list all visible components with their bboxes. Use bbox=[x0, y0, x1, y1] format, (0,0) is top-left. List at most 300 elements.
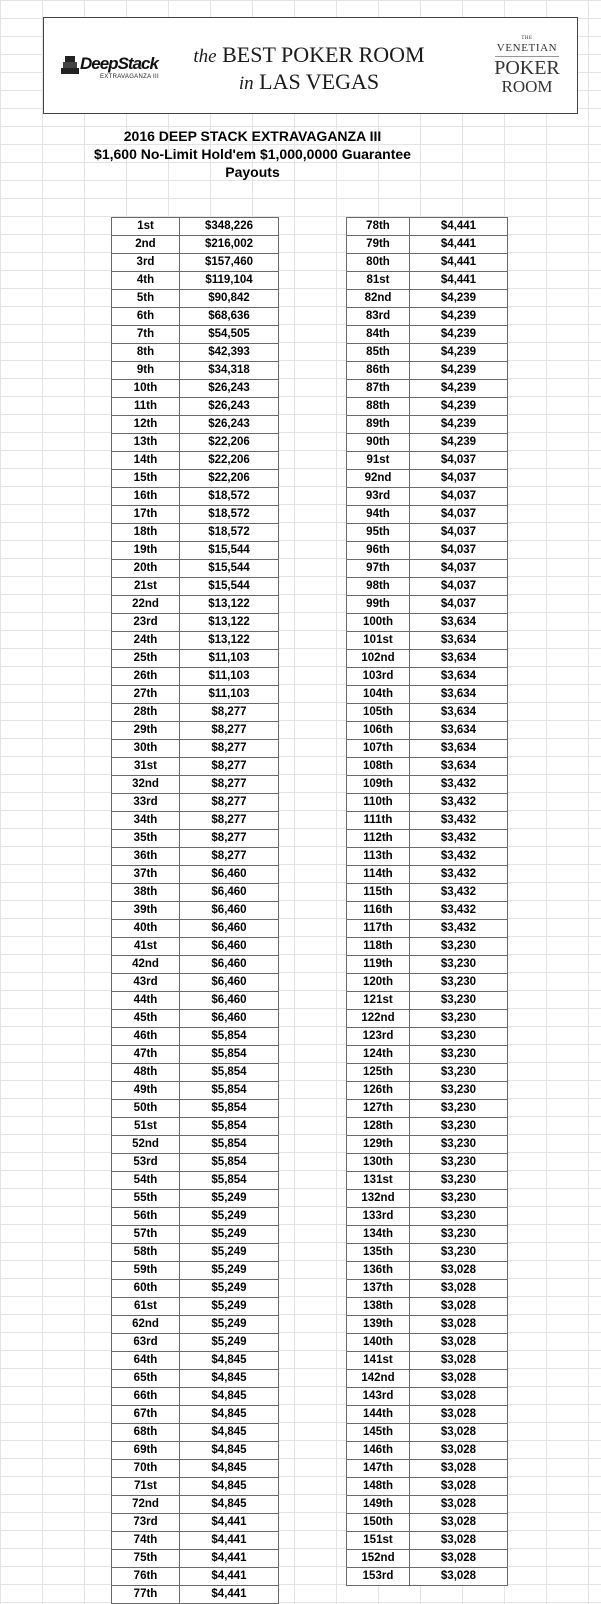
payout-amount-cell: $5,249 bbox=[180, 1226, 279, 1244]
place-cell: 45th bbox=[112, 1010, 180, 1028]
payout-amount-cell: $18,572 bbox=[180, 524, 279, 542]
payout-amount-cell: $4,845 bbox=[180, 1496, 279, 1514]
payout-amount-cell: $5,249 bbox=[180, 1280, 279, 1298]
payout-row bbox=[112, 1118, 279, 1136]
payout-amount-cell: $4,037 bbox=[410, 560, 508, 578]
payout-row bbox=[112, 1406, 279, 1424]
payout-amount-cell: $4,239 bbox=[410, 434, 508, 452]
place-cell: 44th bbox=[112, 992, 180, 1010]
payout-row bbox=[112, 326, 279, 344]
place-cell: 28th bbox=[112, 704, 180, 722]
payout-amount-cell: $26,243 bbox=[180, 416, 279, 434]
payout-amount-cell: $3,230 bbox=[410, 1136, 508, 1154]
payout-row bbox=[112, 866, 279, 884]
payout-amount-cell: $3,432 bbox=[410, 920, 508, 938]
payout-row bbox=[347, 326, 508, 344]
payout-amount-cell: $3,634 bbox=[410, 704, 508, 722]
payout-amount-cell: $4,441 bbox=[410, 272, 508, 290]
place-cell: 98th bbox=[347, 578, 410, 596]
payout-row bbox=[112, 848, 279, 866]
place-cell: 84th bbox=[347, 326, 410, 344]
payout-row bbox=[112, 1388, 279, 1406]
place-cell: 58th bbox=[112, 1244, 180, 1262]
payout-row bbox=[112, 380, 279, 398]
payout-row bbox=[347, 1046, 508, 1064]
payout-row bbox=[112, 794, 279, 812]
payout-row bbox=[347, 632, 508, 650]
place-cell: 26th bbox=[112, 668, 180, 686]
payout-row bbox=[112, 776, 279, 794]
headline-in: in bbox=[238, 73, 254, 94]
place-cell: 51st bbox=[112, 1118, 180, 1136]
place-cell: 151st bbox=[347, 1532, 410, 1550]
place-cell: 106th bbox=[347, 722, 410, 740]
payout-row bbox=[112, 434, 279, 452]
place-cell: 1st bbox=[112, 218, 180, 236]
payout-row bbox=[112, 740, 279, 758]
payout-amount-cell: $5,249 bbox=[180, 1316, 279, 1334]
place-cell: 141st bbox=[347, 1352, 410, 1370]
payout-row bbox=[112, 578, 279, 596]
payout-row bbox=[347, 1118, 508, 1136]
payout-row bbox=[347, 758, 508, 776]
payout-row bbox=[347, 398, 508, 416]
place-cell: 65th bbox=[112, 1370, 180, 1388]
payout-amount-cell: $4,239 bbox=[410, 290, 508, 308]
payout-amount-cell: $6,460 bbox=[180, 920, 279, 938]
place-cell: 145th bbox=[347, 1424, 410, 1442]
payout-row bbox=[347, 308, 508, 326]
payout-row bbox=[347, 1334, 508, 1352]
banner-headline bbox=[184, 42, 434, 96]
place-cell: 24th bbox=[112, 632, 180, 650]
payout-row bbox=[347, 290, 508, 308]
place-cell: 55th bbox=[112, 1190, 180, 1208]
place-cell: 79th bbox=[347, 236, 410, 254]
page-title: 2016 DEEP STACK EXTRAVAGANZA III bbox=[123, 128, 382, 144]
payout-row bbox=[112, 1586, 279, 1604]
payout-row bbox=[347, 650, 508, 668]
place-cell: 61st bbox=[112, 1298, 180, 1316]
payout-row bbox=[112, 254, 279, 272]
page-titles bbox=[0, 127, 505, 181]
payout-amount-cell: $4,037 bbox=[410, 578, 508, 596]
payout-amount-cell: $5,854 bbox=[180, 1082, 279, 1100]
headline-line-2 bbox=[184, 70, 434, 96]
place-cell: 53rd bbox=[112, 1154, 180, 1172]
place-cell: 143rd bbox=[347, 1388, 410, 1406]
payout-row bbox=[347, 1550, 508, 1568]
payout-amount-cell: $90,842 bbox=[180, 290, 279, 308]
payout-amount-cell: $5,854 bbox=[180, 1028, 279, 1046]
payout-amount-cell: $3,230 bbox=[410, 956, 508, 974]
payout-row bbox=[347, 524, 508, 542]
payout-amount-cell: $4,037 bbox=[410, 596, 508, 614]
place-cell: 92nd bbox=[347, 470, 410, 488]
place-cell: 148th bbox=[347, 1478, 410, 1496]
payout-amount-cell: $5,249 bbox=[180, 1334, 279, 1352]
payout-row bbox=[112, 1082, 279, 1100]
place-cell: 152nd bbox=[347, 1550, 410, 1568]
payout-row bbox=[347, 1532, 508, 1550]
payout-amount-cell: $42,393 bbox=[180, 344, 279, 362]
place-cell: 39th bbox=[112, 902, 180, 920]
payout-amount-cell: $3,230 bbox=[410, 1064, 508, 1082]
place-cell: 82nd bbox=[347, 290, 410, 308]
place-cell: 36th bbox=[112, 848, 180, 866]
payout-amount-cell: $5,854 bbox=[180, 1046, 279, 1064]
payout-row bbox=[347, 470, 508, 488]
payout-row bbox=[347, 1478, 508, 1496]
payout-amount-cell: $4,239 bbox=[410, 308, 508, 326]
payout-row bbox=[347, 1154, 508, 1172]
payout-amount-cell: $3,028 bbox=[410, 1262, 508, 1280]
payout-row bbox=[347, 1010, 508, 1028]
place-cell: 124th bbox=[347, 1046, 410, 1064]
payout-amount-cell: $22,206 bbox=[180, 470, 279, 488]
payout-row bbox=[112, 938, 279, 956]
place-cell: 86th bbox=[347, 362, 410, 380]
payout-amount-cell: $5,854 bbox=[180, 1064, 279, 1082]
payout-amount-cell: $6,460 bbox=[180, 938, 279, 956]
place-cell: 78th bbox=[347, 218, 410, 236]
place-cell: 146th bbox=[347, 1442, 410, 1460]
payout-amount-cell: $22,206 bbox=[180, 434, 279, 452]
payout-row bbox=[112, 1568, 279, 1586]
payout-row bbox=[347, 1496, 508, 1514]
place-cell: 52nd bbox=[112, 1136, 180, 1154]
place-cell: 132nd bbox=[347, 1190, 410, 1208]
place-cell: 66th bbox=[112, 1388, 180, 1406]
place-cell: 74th bbox=[112, 1532, 180, 1550]
payout-amount-cell: $3,230 bbox=[410, 1046, 508, 1064]
payout-amount-cell: $4,845 bbox=[180, 1352, 279, 1370]
payout-row bbox=[347, 884, 508, 902]
place-cell: 9th bbox=[112, 362, 180, 380]
payout-row bbox=[112, 812, 279, 830]
payout-row bbox=[347, 1568, 508, 1586]
payout-amount-cell: $3,634 bbox=[410, 668, 508, 686]
payout-amount-cell: $4,239 bbox=[410, 398, 508, 416]
payout-amount-cell: $6,460 bbox=[180, 884, 279, 902]
payout-amount-cell: $348,226 bbox=[180, 218, 279, 236]
payout-row bbox=[347, 380, 508, 398]
payout-row bbox=[112, 722, 279, 740]
place-cell: 5th bbox=[112, 290, 180, 308]
payout-amount-cell: $3,634 bbox=[410, 740, 508, 758]
payout-row bbox=[112, 1172, 279, 1190]
place-cell: 93rd bbox=[347, 488, 410, 506]
place-cell: 71st bbox=[112, 1478, 180, 1496]
payout-amount-cell: $8,277 bbox=[180, 848, 279, 866]
place-cell: 115th bbox=[347, 884, 410, 902]
payout-amount-cell: $5,249 bbox=[180, 1244, 279, 1262]
payout-row bbox=[112, 1514, 279, 1532]
payout-amount-cell: $4,845 bbox=[180, 1388, 279, 1406]
place-cell: 126th bbox=[347, 1082, 410, 1100]
payout-row bbox=[347, 776, 508, 794]
payout-amount-cell: $4,441 bbox=[180, 1586, 279, 1604]
payout-amount-cell: $3,230 bbox=[410, 938, 508, 956]
payout-row bbox=[347, 1226, 508, 1244]
payout-row bbox=[347, 1370, 508, 1388]
payout-amount-cell: $13,122 bbox=[180, 614, 279, 632]
place-cell: 37th bbox=[112, 866, 180, 884]
payout-row bbox=[112, 1010, 279, 1028]
venetian-room: ROOM bbox=[501, 77, 553, 96]
place-cell: 2nd bbox=[112, 236, 180, 254]
payout-row bbox=[347, 686, 508, 704]
payout-row bbox=[112, 1334, 279, 1352]
place-cell: 17th bbox=[112, 506, 180, 524]
payout-row bbox=[112, 290, 279, 308]
place-cell: 63rd bbox=[112, 1334, 180, 1352]
payout-amount-cell: $3,634 bbox=[410, 722, 508, 740]
payout-row bbox=[347, 902, 508, 920]
payout-row bbox=[347, 542, 508, 560]
place-cell: 104th bbox=[347, 686, 410, 704]
place-cell: 123rd bbox=[347, 1028, 410, 1046]
venetian-the: THE bbox=[521, 36, 533, 41]
place-cell: 48th bbox=[112, 1064, 180, 1082]
section-title: Payouts bbox=[225, 164, 280, 180]
payout-amount-cell: $4,845 bbox=[180, 1460, 279, 1478]
payout-amount-cell: $4,845 bbox=[180, 1478, 279, 1496]
payout-row bbox=[112, 1208, 279, 1226]
headline-the: the bbox=[193, 46, 217, 67]
place-cell: 12th bbox=[112, 416, 180, 434]
deepstack-logo bbox=[60, 52, 168, 92]
payout-row bbox=[347, 1280, 508, 1298]
place-cell: 134th bbox=[347, 1226, 410, 1244]
payout-row bbox=[112, 452, 279, 470]
payout-amount-cell: $15,544 bbox=[180, 560, 279, 578]
payout-row bbox=[347, 1352, 508, 1370]
payout-row bbox=[112, 1028, 279, 1046]
payout-row bbox=[112, 1046, 279, 1064]
payout-amount-cell: $4,441 bbox=[410, 254, 508, 272]
place-cell: 38th bbox=[112, 884, 180, 902]
payout-amount-cell: $3,028 bbox=[410, 1388, 508, 1406]
payout-row bbox=[347, 1424, 508, 1442]
deepstack-wordmark: DeepStack bbox=[80, 54, 158, 73]
payout-amount-cell: $3,028 bbox=[410, 1460, 508, 1478]
payout-row bbox=[112, 308, 279, 326]
place-cell: 136th bbox=[347, 1262, 410, 1280]
place-cell: 69th bbox=[112, 1442, 180, 1460]
payout-row bbox=[112, 974, 279, 992]
payout-amount-cell: $4,441 bbox=[180, 1550, 279, 1568]
payout-row bbox=[347, 560, 508, 578]
payout-amount-cell: $8,277 bbox=[180, 758, 279, 776]
place-cell: 6th bbox=[112, 308, 180, 326]
payout-amount-cell: $3,028 bbox=[410, 1352, 508, 1370]
payout-row bbox=[347, 1136, 508, 1154]
place-cell: 129th bbox=[347, 1136, 410, 1154]
payout-amount-cell: $3,230 bbox=[410, 1100, 508, 1118]
payout-amount-cell: $3,432 bbox=[410, 812, 508, 830]
place-cell: 85th bbox=[347, 344, 410, 362]
payout-amount-cell: $3,230 bbox=[410, 1226, 508, 1244]
payout-row bbox=[112, 902, 279, 920]
place-cell: 120th bbox=[347, 974, 410, 992]
payout-amount-cell: $4,441 bbox=[410, 236, 508, 254]
payout-row bbox=[112, 1262, 279, 1280]
payout-amount-cell: $3,230 bbox=[410, 1244, 508, 1262]
place-cell: 21st bbox=[112, 578, 180, 596]
place-cell: 49th bbox=[112, 1082, 180, 1100]
place-cell: 137th bbox=[347, 1280, 410, 1298]
place-cell: 108th bbox=[347, 758, 410, 776]
payout-row bbox=[112, 632, 279, 650]
place-cell: 118th bbox=[347, 938, 410, 956]
payouts-table-right bbox=[346, 217, 508, 1586]
venetian-name: VENETIAN bbox=[496, 42, 558, 54]
payout-amount-cell: $4,037 bbox=[410, 488, 508, 506]
payout-amount-cell: $3,634 bbox=[410, 686, 508, 704]
place-cell: 81st bbox=[347, 272, 410, 290]
payout-row bbox=[347, 272, 508, 290]
place-cell: 122nd bbox=[347, 1010, 410, 1028]
payout-row bbox=[112, 1190, 279, 1208]
payout-row bbox=[112, 686, 279, 704]
payout-row bbox=[112, 1298, 279, 1316]
payout-amount-cell: $3,432 bbox=[410, 866, 508, 884]
place-cell: 101st bbox=[347, 632, 410, 650]
payout-row bbox=[112, 218, 279, 236]
place-cell: 70th bbox=[112, 1460, 180, 1478]
place-cell: 83rd bbox=[347, 308, 410, 326]
payout-row bbox=[112, 488, 279, 506]
payout-amount-cell: $3,432 bbox=[410, 884, 508, 902]
payout-row bbox=[112, 704, 279, 722]
payout-amount-cell: $22,206 bbox=[180, 452, 279, 470]
payout-row bbox=[347, 668, 508, 686]
payout-row bbox=[112, 1550, 279, 1568]
deepstack-subtitle: EXTRAVAGANZA III bbox=[100, 74, 159, 80]
place-cell: 64th bbox=[112, 1352, 180, 1370]
place-cell: 80th bbox=[347, 254, 410, 272]
chip-stack-icon bbox=[60, 54, 80, 76]
place-cell: 35th bbox=[112, 830, 180, 848]
payout-amount-cell: $15,544 bbox=[180, 578, 279, 596]
payout-amount-cell: $4,037 bbox=[410, 470, 508, 488]
place-cell: 27th bbox=[112, 686, 180, 704]
payout-amount-cell: $4,239 bbox=[410, 344, 508, 362]
payout-row bbox=[347, 434, 508, 452]
place-cell: 67th bbox=[112, 1406, 180, 1424]
payout-amount-cell: $8,277 bbox=[180, 812, 279, 830]
payout-amount-cell: $34,318 bbox=[180, 362, 279, 380]
place-cell: 107th bbox=[347, 740, 410, 758]
payout-row bbox=[347, 1388, 508, 1406]
payout-amount-cell: $4,441 bbox=[180, 1532, 279, 1550]
payout-amount-cell: $4,037 bbox=[410, 506, 508, 524]
place-cell: 56th bbox=[112, 1208, 180, 1226]
payout-amount-cell: $8,277 bbox=[180, 740, 279, 758]
place-cell: 139th bbox=[347, 1316, 410, 1334]
payout-amount-cell: $5,854 bbox=[180, 1100, 279, 1118]
place-cell: 144th bbox=[347, 1406, 410, 1424]
payout-amount-cell: $6,460 bbox=[180, 902, 279, 920]
place-cell: 20th bbox=[112, 560, 180, 578]
payout-amount-cell: $15,544 bbox=[180, 542, 279, 560]
payout-row bbox=[347, 416, 508, 434]
payout-amount-cell: $11,103 bbox=[180, 668, 279, 686]
place-cell: 18th bbox=[112, 524, 180, 542]
payout-amount-cell: $4,845 bbox=[180, 1442, 279, 1460]
place-cell: 11th bbox=[112, 398, 180, 416]
place-cell: 88th bbox=[347, 398, 410, 416]
payout-amount-cell: $3,432 bbox=[410, 902, 508, 920]
payout-amount-cell: $6,460 bbox=[180, 1010, 279, 1028]
payout-row bbox=[347, 1316, 508, 1334]
payout-row bbox=[347, 956, 508, 974]
payout-row bbox=[347, 920, 508, 938]
payout-amount-cell: $157,460 bbox=[180, 254, 279, 272]
payout-amount-cell: $13,122 bbox=[180, 596, 279, 614]
payout-row bbox=[347, 794, 508, 812]
payout-amount-cell: $3,634 bbox=[410, 632, 508, 650]
place-cell: 77th bbox=[112, 1586, 180, 1604]
place-cell: 133rd bbox=[347, 1208, 410, 1226]
place-cell: 3rd bbox=[112, 254, 180, 272]
place-cell: 119th bbox=[347, 956, 410, 974]
place-cell: 95th bbox=[347, 524, 410, 542]
payout-row bbox=[112, 1442, 279, 1460]
payout-amount-cell: $3,028 bbox=[410, 1424, 508, 1442]
payout-row bbox=[112, 1280, 279, 1298]
payout-row bbox=[347, 1172, 508, 1190]
venetian-poker-room-logo bbox=[491, 36, 563, 96]
payout-row bbox=[347, 452, 508, 470]
payout-row bbox=[112, 344, 279, 362]
payout-amount-cell: $3,230 bbox=[410, 992, 508, 1010]
place-cell: 99th bbox=[347, 596, 410, 614]
payout-amount-cell: $3,230 bbox=[410, 1190, 508, 1208]
payout-amount-cell: $6,460 bbox=[180, 992, 279, 1010]
payout-row bbox=[112, 668, 279, 686]
payout-amount-cell: $68,636 bbox=[180, 308, 279, 326]
place-cell: 68th bbox=[112, 1424, 180, 1442]
place-cell: 138th bbox=[347, 1298, 410, 1316]
place-cell: 111th bbox=[347, 812, 410, 830]
payout-row bbox=[112, 1478, 279, 1496]
place-cell: 47th bbox=[112, 1046, 180, 1064]
payout-amount-cell: $5,854 bbox=[180, 1136, 279, 1154]
payout-row bbox=[112, 416, 279, 434]
place-cell: 103rd bbox=[347, 668, 410, 686]
payout-amount-cell: $6,460 bbox=[180, 866, 279, 884]
payout-amount-cell: $3,634 bbox=[410, 650, 508, 668]
payout-amount-cell: $4,845 bbox=[180, 1370, 279, 1388]
payout-amount-cell: $5,249 bbox=[180, 1262, 279, 1280]
place-cell: 4th bbox=[112, 272, 180, 290]
headline-best-poker-room: BEST POKER ROOM bbox=[222, 42, 425, 67]
payout-amount-cell: $6,460 bbox=[180, 956, 279, 974]
place-cell: 30th bbox=[112, 740, 180, 758]
place-cell: 57th bbox=[112, 1226, 180, 1244]
place-cell: 114th bbox=[347, 866, 410, 884]
payout-amount-cell: $3,028 bbox=[410, 1280, 508, 1298]
place-cell: 150th bbox=[347, 1514, 410, 1532]
payout-amount-cell: $8,277 bbox=[180, 704, 279, 722]
payout-row bbox=[112, 1370, 279, 1388]
place-cell: 10th bbox=[112, 380, 180, 398]
place-cell: 14th bbox=[112, 452, 180, 470]
place-cell: 41st bbox=[112, 938, 180, 956]
place-cell: 91st bbox=[347, 452, 410, 470]
